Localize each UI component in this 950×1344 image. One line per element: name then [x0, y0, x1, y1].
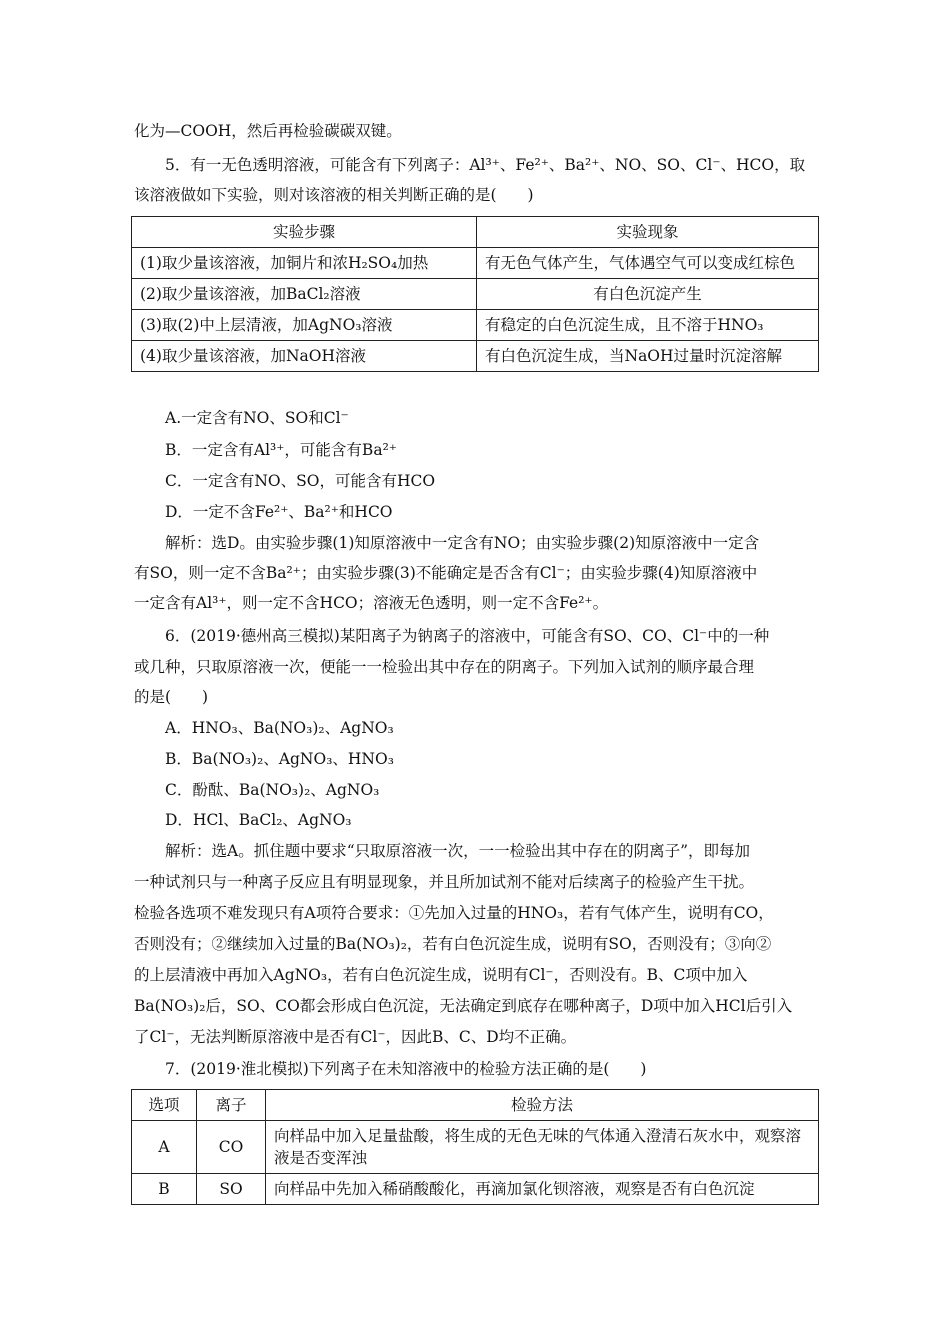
table-header-row [132, 217, 819, 248]
question-6-stem: 或几种，只取原溶液一次，便能一一检验出其中存在的阴离子。下列加入试剂的顺序最合理 [134, 658, 755, 676]
solution-6: 检验各选项不难发现只有A项符合要求：①先加入过量的HNO₃，若有气体产生，说明有CO， [134, 904, 774, 922]
table-cell: (4)取少量该溶液，加NaOH溶液 [132, 341, 477, 372]
table-header-cell: 实验步骤 [132, 217, 477, 248]
question-5-stem: 5．有一无色透明溶液，可能含有下列离子：Al³⁺、Fe²⁺、Ba²⁺、NO、SO、Cl⁻、HCO，取 [165, 156, 806, 174]
solution-5: 有SO，则一定不含Ba²⁺；由实验步骤(3)不能确定是否含有Cl⁻；由实验步骤(4)知原溶液中 [134, 564, 758, 582]
question-7-stem: 7．(2019·淮北模拟)下列离子在未知溶液中的检验方法正确的是( ) [165, 1060, 647, 1078]
table-cell: B [132, 1174, 197, 1205]
option-a: A.一定含有NO、SO和Cl⁻ [165, 409, 349, 427]
question-5-stem: 该溶液做如下实验，则对该溶液的相关判断正确的是( ) [134, 186, 534, 204]
table-cell: 有无色气体产生，气体遇空气可以变成红棕色 [477, 248, 819, 279]
option-a: A．HNO₃、Ba(NO₃)₂、AgNO₃ [165, 719, 394, 737]
table-cell: 有稳定的白色沉淀生成，且不溶于HNO₃ [477, 310, 819, 341]
table-row [132, 1121, 819, 1174]
table-row [132, 341, 819, 372]
question-6-stem: 的是( ) [134, 688, 209, 706]
table-row [132, 1174, 819, 1205]
table-cell: 向样品中先加入稀硝酸酸化，再滴加氯化钡溶液，观察是否有白色沉淀 [266, 1174, 819, 1205]
option-c: C．酚酞、Ba(NO₃)₂、AgNO₃ [165, 781, 380, 799]
table-cell: CO [197, 1121, 266, 1174]
table-cell: (3)取(2)中上层清液，加AgNO₃溶液 [132, 310, 477, 341]
table-row [132, 248, 819, 279]
table-row [132, 279, 819, 310]
option-d: D．HCl、BaCl₂、AgNO₃ [165, 811, 352, 829]
table-header-cell: 实验现象 [477, 217, 819, 248]
table-cell: 有白色沉淀生成，当NaOH过量时沉淀溶解 [477, 341, 819, 372]
table-header-cell: 选项 [132, 1090, 197, 1121]
table-cell: A [132, 1121, 197, 1174]
solution-6: 了Cl⁻，无法判断原溶液中是否有Cl⁻，因此B、C、D均不正确。 [134, 1028, 577, 1046]
table-cell: 向样品中加入足量盐酸，将生成的无色无味的气体通入澄清石灰水中，观察溶液是否变浑浊 [266, 1121, 819, 1174]
solution-6: 否则没有；②继续加入过量的Ba(NO₃)₂，若有白色沉淀生成，说明有SO，否则没有；③向② [134, 935, 772, 953]
option-b: B．一定含有Al³⁺，可能含有Ba²⁺ [165, 441, 397, 459]
option-d: D．一定不含Fe²⁺、Ba²⁺和HCO [165, 503, 393, 521]
experiment-table [131, 216, 819, 372]
solution-5: 解析：选D。由实验步骤(1)知原溶液中一定含有NO；由实验步骤(2)知原溶液中一定含 [165, 534, 760, 552]
ion-test-table [131, 1089, 819, 1205]
solution-6: 的上层清液中再加入AgNO₃，若有白色沉淀生成，说明有Cl⁻，否则没有。B、C项中加入 [134, 966, 748, 984]
table-cell: (2)取少量该溶液，加BaCl₂溶液 [132, 279, 477, 310]
option-c: C．一定含有NO、SO，可能含有HCO [165, 472, 436, 490]
solution-6: Ba(NO₃)₂后，SO、CO都会形成白色沉淀，无法确定到底存在哪种离子，D项中加入HCl后引入 [134, 997, 793, 1015]
table-header-cell: 检验方法 [266, 1090, 819, 1121]
table-cell: 有白色沉淀产生 [477, 279, 819, 310]
text-line: 化为—COOH，然后再检验碳碳双键。 [134, 122, 402, 140]
table-header-row [132, 1090, 819, 1121]
option-b: B．Ba(NO₃)₂、AgNO₃、HNO₃ [165, 750, 394, 768]
solution-6: 解析：选A。抓住题中要求“只取原溶液一次，一一检验出其中存在的阴离子”，即每加 [165, 842, 751, 860]
table-row [132, 310, 819, 341]
table-header-cell: 离子 [197, 1090, 266, 1121]
table-cell: SO [197, 1174, 266, 1205]
solution-5: 一定含有Al³⁺，则一定不含HCO；溶液无色透明，则一定不含Fe²⁺。 [134, 594, 609, 612]
table-cell: (1)取少量该溶液，加铜片和浓H₂SO₄加热 [132, 248, 477, 279]
question-6-stem: 6．(2019·德州高三模拟)某阳离子为钠离子的溶液中，可能含有SO、CO、Cl⁻中的一种 [165, 627, 770, 645]
solution-6: 一种试剂只与一种离子反应且有明显现象，并且所加试剂不能对后续离子的检验产生干扰。 [134, 873, 755, 891]
